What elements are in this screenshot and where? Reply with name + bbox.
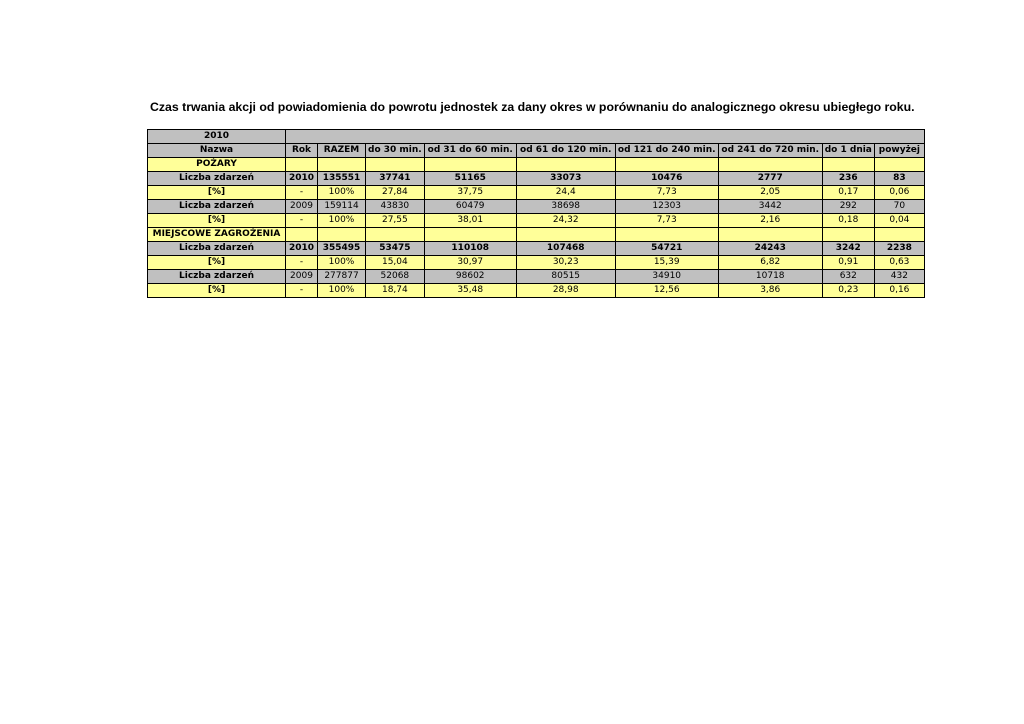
cell-do-30: 27,84 <box>366 186 425 200</box>
cell-powyzej: 0,06 <box>874 186 924 200</box>
cell-61-120: 107468 <box>516 242 615 256</box>
row-label: [%] <box>148 214 286 228</box>
cell-rok: 2010 <box>286 172 318 186</box>
cell-do-30: 27,55 <box>366 214 425 228</box>
duration-table <box>147 129 925 298</box>
cell-31-60: 110108 <box>424 242 516 256</box>
cell-61-120: 30,23 <box>516 256 615 270</box>
column-header-row <box>148 144 925 158</box>
cell-razem: 100% <box>318 256 366 270</box>
cell-do-1-dnia: 632 <box>822 270 874 284</box>
cell-31-60: 51165 <box>424 172 516 186</box>
column-header-241-720: od 241 do 720 min. <box>718 144 822 158</box>
row-label: [%] <box>148 284 286 298</box>
cell-rok: 2009 <box>286 200 318 214</box>
table-row <box>148 214 925 228</box>
cell-powyzej: 432 <box>874 270 924 284</box>
cell-rok: 2009 <box>286 270 318 284</box>
row-label: [%] <box>148 256 286 270</box>
cell-powyzej: 0,63 <box>874 256 924 270</box>
cell-razem: 135551 <box>318 172 366 186</box>
row-label: Liczba zdarzeń <box>148 242 286 256</box>
cell-razem: 355495 <box>318 242 366 256</box>
section-title: MIEJSCOWE ZAGROŻENIA <box>148 228 286 242</box>
cell-121-240: 15,39 <box>615 256 718 270</box>
table-row <box>148 200 925 214</box>
cell-241-720: 24243 <box>718 242 822 256</box>
year-header-filler <box>286 130 925 144</box>
cell-do-1-dnia: 0,17 <box>822 186 874 200</box>
section-row-miejscowe-zagrozenia <box>148 228 925 242</box>
cell-powyzej: 0,16 <box>874 284 924 298</box>
table-row <box>148 186 925 200</box>
cell-razem: 277877 <box>318 270 366 284</box>
cell-61-120: 38698 <box>516 200 615 214</box>
cell-31-60: 60479 <box>424 200 516 214</box>
cell-241-720: 2,05 <box>718 186 822 200</box>
column-header-31-60: od 31 do 60 min. <box>424 144 516 158</box>
column-header-nazwa: Nazwa <box>148 144 286 158</box>
cell-31-60: 98602 <box>424 270 516 284</box>
cell-241-720: 2777 <box>718 172 822 186</box>
table-row <box>148 242 925 256</box>
row-label: Liczba zdarzeń <box>148 172 286 186</box>
cell-31-60: 30,97 <box>424 256 516 270</box>
column-header-do-30: do 30 min. <box>366 144 425 158</box>
cell-121-240: 12,56 <box>615 284 718 298</box>
cell-razem: 159114 <box>318 200 366 214</box>
column-header-do-1-dnia: do 1 dnia <box>822 144 874 158</box>
section-row-pozary <box>148 158 925 172</box>
cell-rok: - <box>286 256 318 270</box>
year-header-row <box>148 130 925 144</box>
cell-do-30: 52068 <box>366 270 425 284</box>
cell-31-60: 35,48 <box>424 284 516 298</box>
column-header-121-240: od 121 do 240 min. <box>615 144 718 158</box>
cell-rok: - <box>286 284 318 298</box>
document-title: Czas trwania akcji od powiadomienia do powrotu jednostek za dany okres w porównaniu do analogicznego okresu ubiegłego roku. <box>150 100 915 114</box>
column-header-razem: RAZEM <box>318 144 366 158</box>
cell-do-30: 15,04 <box>366 256 425 270</box>
cell-do-1-dnia: 0,23 <box>822 284 874 298</box>
cell-do-1-dnia: 236 <box>822 172 874 186</box>
cell-do-30: 37741 <box>366 172 425 186</box>
cell-241-720: 3,86 <box>718 284 822 298</box>
cell-121-240: 7,73 <box>615 214 718 228</box>
table-row <box>148 256 925 270</box>
row-label: [%] <box>148 186 286 200</box>
table-row <box>148 172 925 186</box>
cell-121-240: 12303 <box>615 200 718 214</box>
cell-241-720: 3442 <box>718 200 822 214</box>
cell-121-240: 7,73 <box>615 186 718 200</box>
row-label: Liczba zdarzeń <box>148 200 286 214</box>
cell-powyzej: 0,04 <box>874 214 924 228</box>
column-header-61-120: od 61 do 120 min. <box>516 144 615 158</box>
cell-121-240: 34910 <box>615 270 718 284</box>
cell-do-1-dnia: 0,18 <box>822 214 874 228</box>
cell-do-30: 53475 <box>366 242 425 256</box>
cell-do-1-dnia: 0,91 <box>822 256 874 270</box>
cell-241-720: 6,82 <box>718 256 822 270</box>
cell-121-240: 54721 <box>615 242 718 256</box>
cell-powyzej: 70 <box>874 200 924 214</box>
cell-rok: 2010 <box>286 242 318 256</box>
cell-do-30: 43830 <box>366 200 425 214</box>
cell-powyzej: 83 <box>874 172 924 186</box>
cell-rok: - <box>286 214 318 228</box>
table-row <box>148 284 925 298</box>
cell-61-120: 33073 <box>516 172 615 186</box>
cell-241-720: 10718 <box>718 270 822 284</box>
cell-61-120: 24,4 <box>516 186 615 200</box>
cell-razem: 100% <box>318 186 366 200</box>
cell-31-60: 38,01 <box>424 214 516 228</box>
cell-razem: 100% <box>318 214 366 228</box>
cell-razem: 100% <box>318 284 366 298</box>
cell-121-240: 10476 <box>615 172 718 186</box>
cell-61-120: 28,98 <box>516 284 615 298</box>
cell-do-1-dnia: 292 <box>822 200 874 214</box>
cell-61-120: 80515 <box>516 270 615 284</box>
column-header-powyzej: powyżej <box>874 144 924 158</box>
cell-31-60: 37,75 <box>424 186 516 200</box>
cell-powyzej: 2238 <box>874 242 924 256</box>
cell-241-720: 2,16 <box>718 214 822 228</box>
year-header-cell: 2010 <box>148 130 286 144</box>
cell-do-30: 18,74 <box>366 284 425 298</box>
table-row <box>148 270 925 284</box>
cell-rok: - <box>286 186 318 200</box>
cell-do-1-dnia: 3242 <box>822 242 874 256</box>
row-label: Liczba zdarzeń <box>148 270 286 284</box>
section-title: POŻARY <box>148 158 286 172</box>
column-header-rok: Rok <box>286 144 318 158</box>
cell-61-120: 24,32 <box>516 214 615 228</box>
